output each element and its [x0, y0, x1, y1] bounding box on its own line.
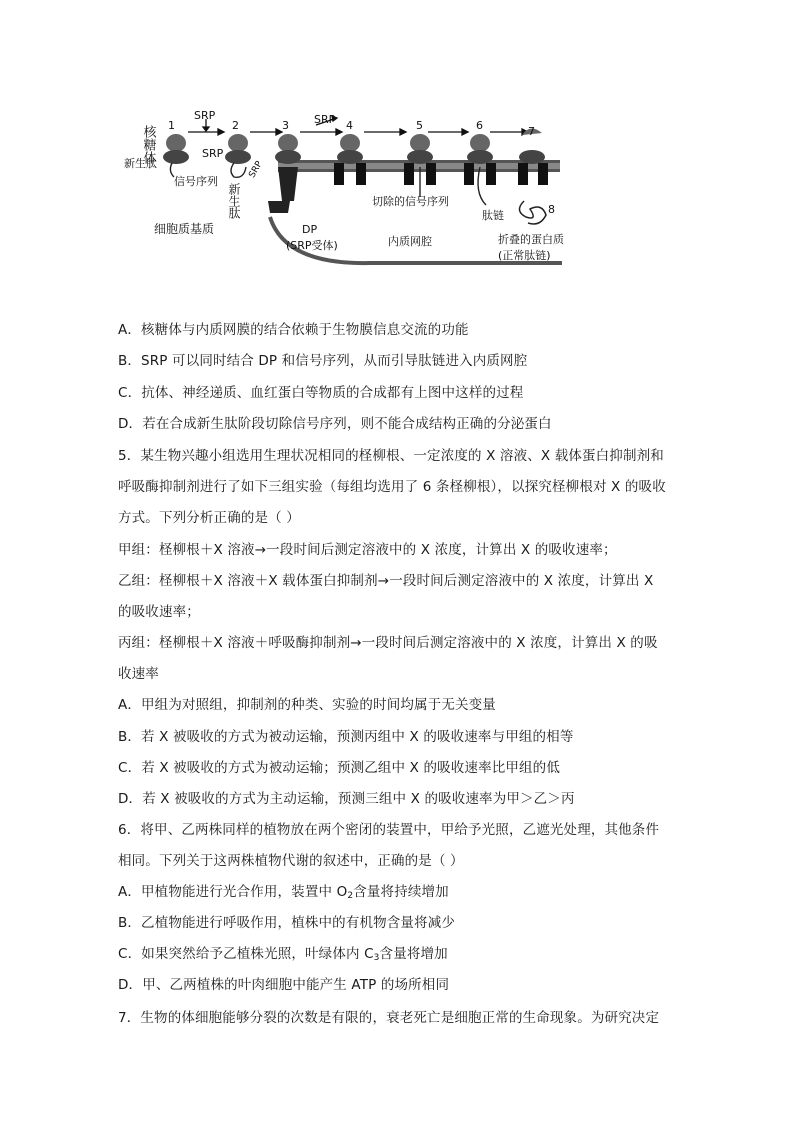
- option-a-line: [118, 884, 449, 900]
- option-d-line: D．甲、乙两植株的叶肉细胞中能产生 ATP 的场所相同: [118, 977, 450, 993]
- option-c-line: [118, 946, 448, 962]
- text-line: 相同。下列关于这两株植物代谢的叙述中，正确的是（ ）: [118, 853, 464, 869]
- label-peptide-chain: 肽链: [482, 209, 504, 222]
- ribosome-4: [334, 134, 366, 185]
- label-num-5: 5: [416, 119, 423, 132]
- label-num-1: 1: [168, 119, 175, 132]
- label-num-6: 6: [476, 119, 483, 132]
- option-a-pre: A．甲植物能进行光合作用，装置中 O: [118, 884, 348, 900]
- label-num-4: 4: [346, 119, 353, 132]
- text-line: 乙组：柽柳根＋X 溶液＋X 载体蛋白抑制剂→一段时间后测定溶液中的 X 浓度，计算出 X: [118, 573, 654, 589]
- label-cytoplasm: 细胞质基质: [154, 222, 215, 236]
- folded-protein-shape: [519, 201, 546, 224]
- label-nascent-left: 新生肽: [124, 157, 157, 170]
- text-line: 收速率: [118, 666, 159, 682]
- option-c-sub: 3: [373, 953, 380, 963]
- option-a-sub: 2: [347, 891, 354, 901]
- label-srp-mid: SRP: [202, 147, 224, 160]
- text-line: 方式。下列分析正确的是（ ）: [118, 510, 300, 526]
- label-srp-top2: SRP: [314, 113, 336, 126]
- text-line: 丙组：柽柳根＋X 溶液＋呼吸酶抑制剂→一段时间后测定溶液中的 X 浓度，计算出 X 的吸: [118, 635, 658, 651]
- text-line: B．若 X 被吸收的方式为被动运输，预测丙组中 X 的吸收速率与甲组的相等: [118, 729, 574, 745]
- ribosome-1: [163, 134, 189, 177]
- text-line: 呼吸酶抑制剂进行了如下三组实验（每组均选用了 6 条柽柳根），以探究柽柳根对 X 的吸收: [118, 479, 666, 495]
- label-er-lumen: 内质网腔: [388, 235, 432, 248]
- question-7-line: 7．生物的体细胞能够分裂的次数是有限的，衰老死亡是细胞正常的生命现象。为研究决定: [118, 1010, 660, 1026]
- label-num-8: 8: [548, 203, 555, 216]
- option-b-line: B．乙植物能进行呼吸作用，植株中的有机物含量将减少: [118, 915, 456, 931]
- text-line: A．甲组为对照组，抑制剂的种类、实验的时间均属于无关变量: [118, 697, 496, 713]
- option-c-pre: C．如果突然给予乙植株光照，叶绿体内 C: [118, 946, 374, 962]
- label-srp-side: SRP: [247, 159, 265, 180]
- label-dp: DP: [302, 223, 318, 236]
- text-line: D．若在合成新生肽阶段切除信号序列，则不能合成结构正确的分泌蛋白: [118, 416, 552, 432]
- label-normal-chain: (正常肽链): [498, 249, 551, 262]
- text-line: 5．某生物兴趣小组选用生理状况相同的柽柳根、一定浓度的 X 溶液、X 载体蛋白抑制剂和: [118, 448, 664, 464]
- option-a-post: 含量将持续增加: [353, 884, 449, 900]
- ribosome-6: [464, 134, 496, 205]
- text-line: 6．将甲、乙两株同样的植物放在两个密闭的装置中，甲给予光照，乙遮光处理，其他条件: [118, 822, 660, 838]
- ribosome-2: [225, 134, 251, 177]
- text-line: 甲组：柽柳根＋X 溶液→一段时间后测定溶液中的 X 浓度，计算出 X 的吸收速率；: [118, 542, 617, 558]
- text-line: D．若 X 被吸收的方式为主动运输，预测三组中 X 的吸收速率为甲＞乙＞丙: [118, 791, 575, 807]
- text-line: B．SRP 可以同时结合 DP 和信号序列，从而引导肽链进入内质网腔: [118, 353, 528, 369]
- label-cut-signal: 切除的信号序列: [372, 195, 449, 208]
- srp-pathway-diagram: [110, 105, 580, 280]
- option-c-post: 含量将增加: [379, 946, 448, 962]
- diagram-svg: [110, 105, 580, 280]
- label-ribosome-1: 核糖体: [140, 125, 156, 164]
- label-num-2: 2: [232, 119, 239, 132]
- label-num-3: 3: [282, 119, 289, 132]
- label-folded-protein: 折叠的蛋白质: [498, 233, 564, 246]
- text-line: C．若 X 被吸收的方式为被动运输；预测乙组中 X 的吸收速率比甲组的低: [118, 760, 560, 776]
- label-srp-receptor: (SRP受体): [286, 239, 338, 252]
- ribosome-3: [268, 134, 301, 213]
- label-srp-top1: SRP: [194, 109, 216, 122]
- text-line: C．抗体、神经递质、血红蛋白等物质的合成都有上图中这样的过程: [118, 385, 524, 401]
- label-nascent-vertical: 新生肽: [227, 183, 241, 219]
- label-num-7: 7: [528, 125, 535, 138]
- text-line: 的吸收速率；: [118, 604, 200, 620]
- text-line: A．核糖体与内质网膜的结合依赖于生物膜信息交流的功能: [118, 322, 469, 338]
- label-signal-seq: 信号序列: [174, 175, 218, 188]
